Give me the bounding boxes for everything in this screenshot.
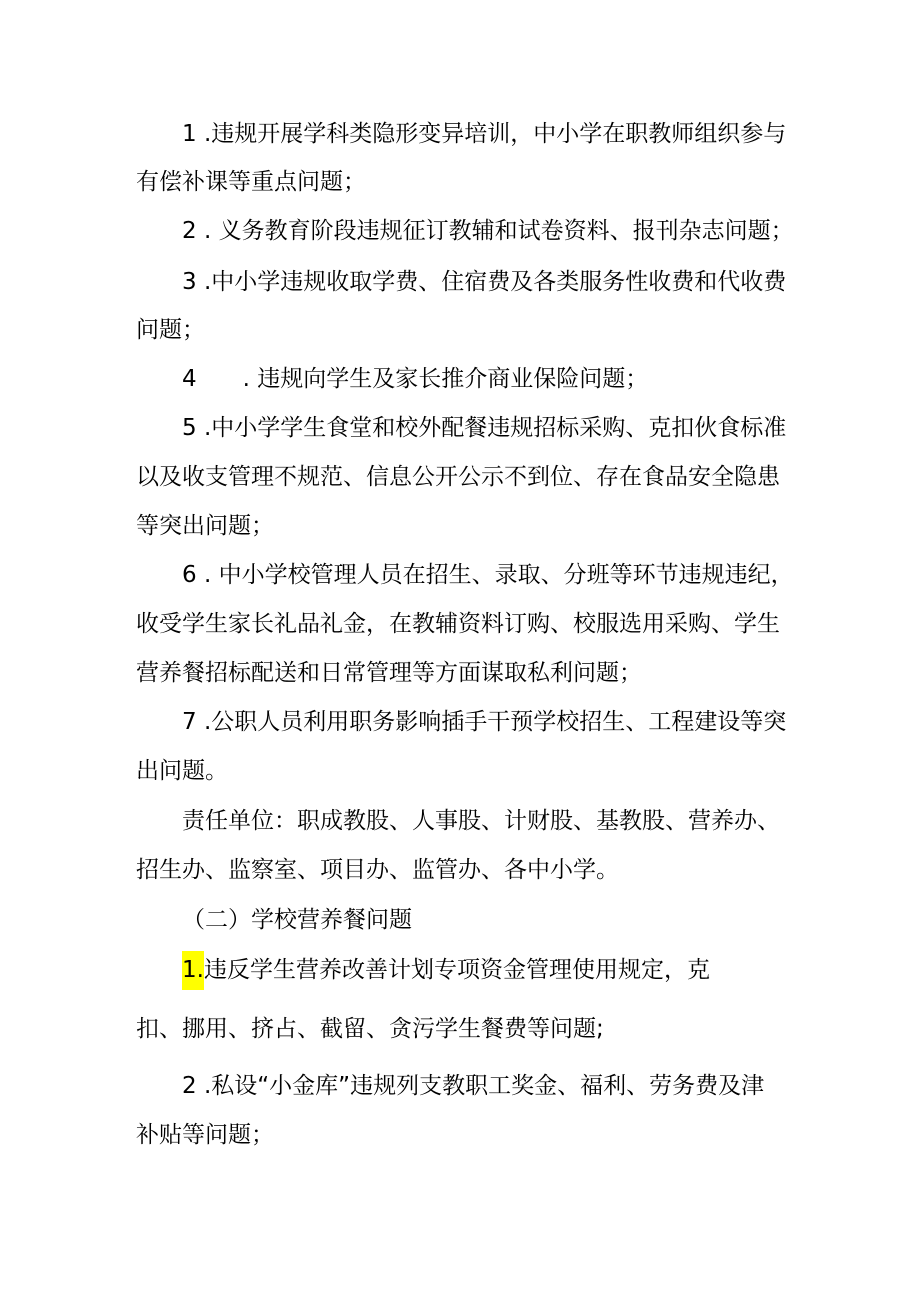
- meal-item-2-line-2: 补贴等问题；: [136, 1122, 274, 1148]
- item-7-line-2: 出问题。: [136, 758, 228, 784]
- item-2-line-1: 2 . 义务教育阶段违规征订教辅和试卷资料、报刊杂志问题；: [182, 218, 794, 244]
- item-5-line-3: 等突出问题；: [136, 513, 274, 539]
- section-heading: （二）学校营养餐问题: [182, 907, 412, 933]
- meal-item-1-line-1: [182, 955, 710, 985]
- highlighted-item-number: 1.: [182, 951, 204, 990]
- item-6-line-2: 收受学生家长礼品礼金，在教辅资料订购、校服选用采购、学生: [136, 611, 780, 637]
- item-4-line-1: 4 . 违规向学生及家长推介商业保险问题；: [182, 366, 649, 392]
- responsible-units-line-2: 招生办、监察室、项目办、监管办、各中小学。: [136, 857, 619, 883]
- item-5-line-2: 以及收支管理不规范、信息公开公示不到位、存在食品安全隐患: [136, 464, 780, 490]
- responsible-units-line-1: 责任单位：职成教股、人事股、计财股、基教股、营养办、: [182, 808, 780, 834]
- item-6-line-1: 6 . 中小学校管理人员在招生、录取、分班等环节违规违纪，: [182, 562, 794, 588]
- item-1-line-1: 1 .违规开展学科类隐形变异培训，中小学在职教师组织参与: [182, 121, 787, 147]
- item-3-line-2: 问题；: [136, 317, 205, 343]
- item-6-line-3: 营养餐招标配送和日常管理等方面谋取私利问题；: [136, 660, 642, 686]
- meal-item-2-line-1: 2 .私设“小金库”违规列支教职工奖金、福利、劳务费及津: [182, 1073, 765, 1099]
- meal-item-1-line-2: 扣、挪用、挤占、截留、贪污学生餐费等问题;: [136, 1016, 604, 1042]
- item-7-line-1: 7 .公职人员利用职务影响插手干预学校招生、工程建设等突: [182, 709, 787, 735]
- item-1-line-2: 有偿补课等重点问题；: [136, 169, 366, 195]
- item-3-line-1: 3 .中小学违规收取学费、住宿费及各类服务性收费和代收费: [182, 269, 787, 295]
- item-5-line-1: 5 .中小学学生食堂和校外配餐违规招标采购、克扣伙食标准: [182, 415, 787, 441]
- meal-item-1-text: 违反学生营养改善计划专项资金管理使用规定，克: [203, 957, 710, 983]
